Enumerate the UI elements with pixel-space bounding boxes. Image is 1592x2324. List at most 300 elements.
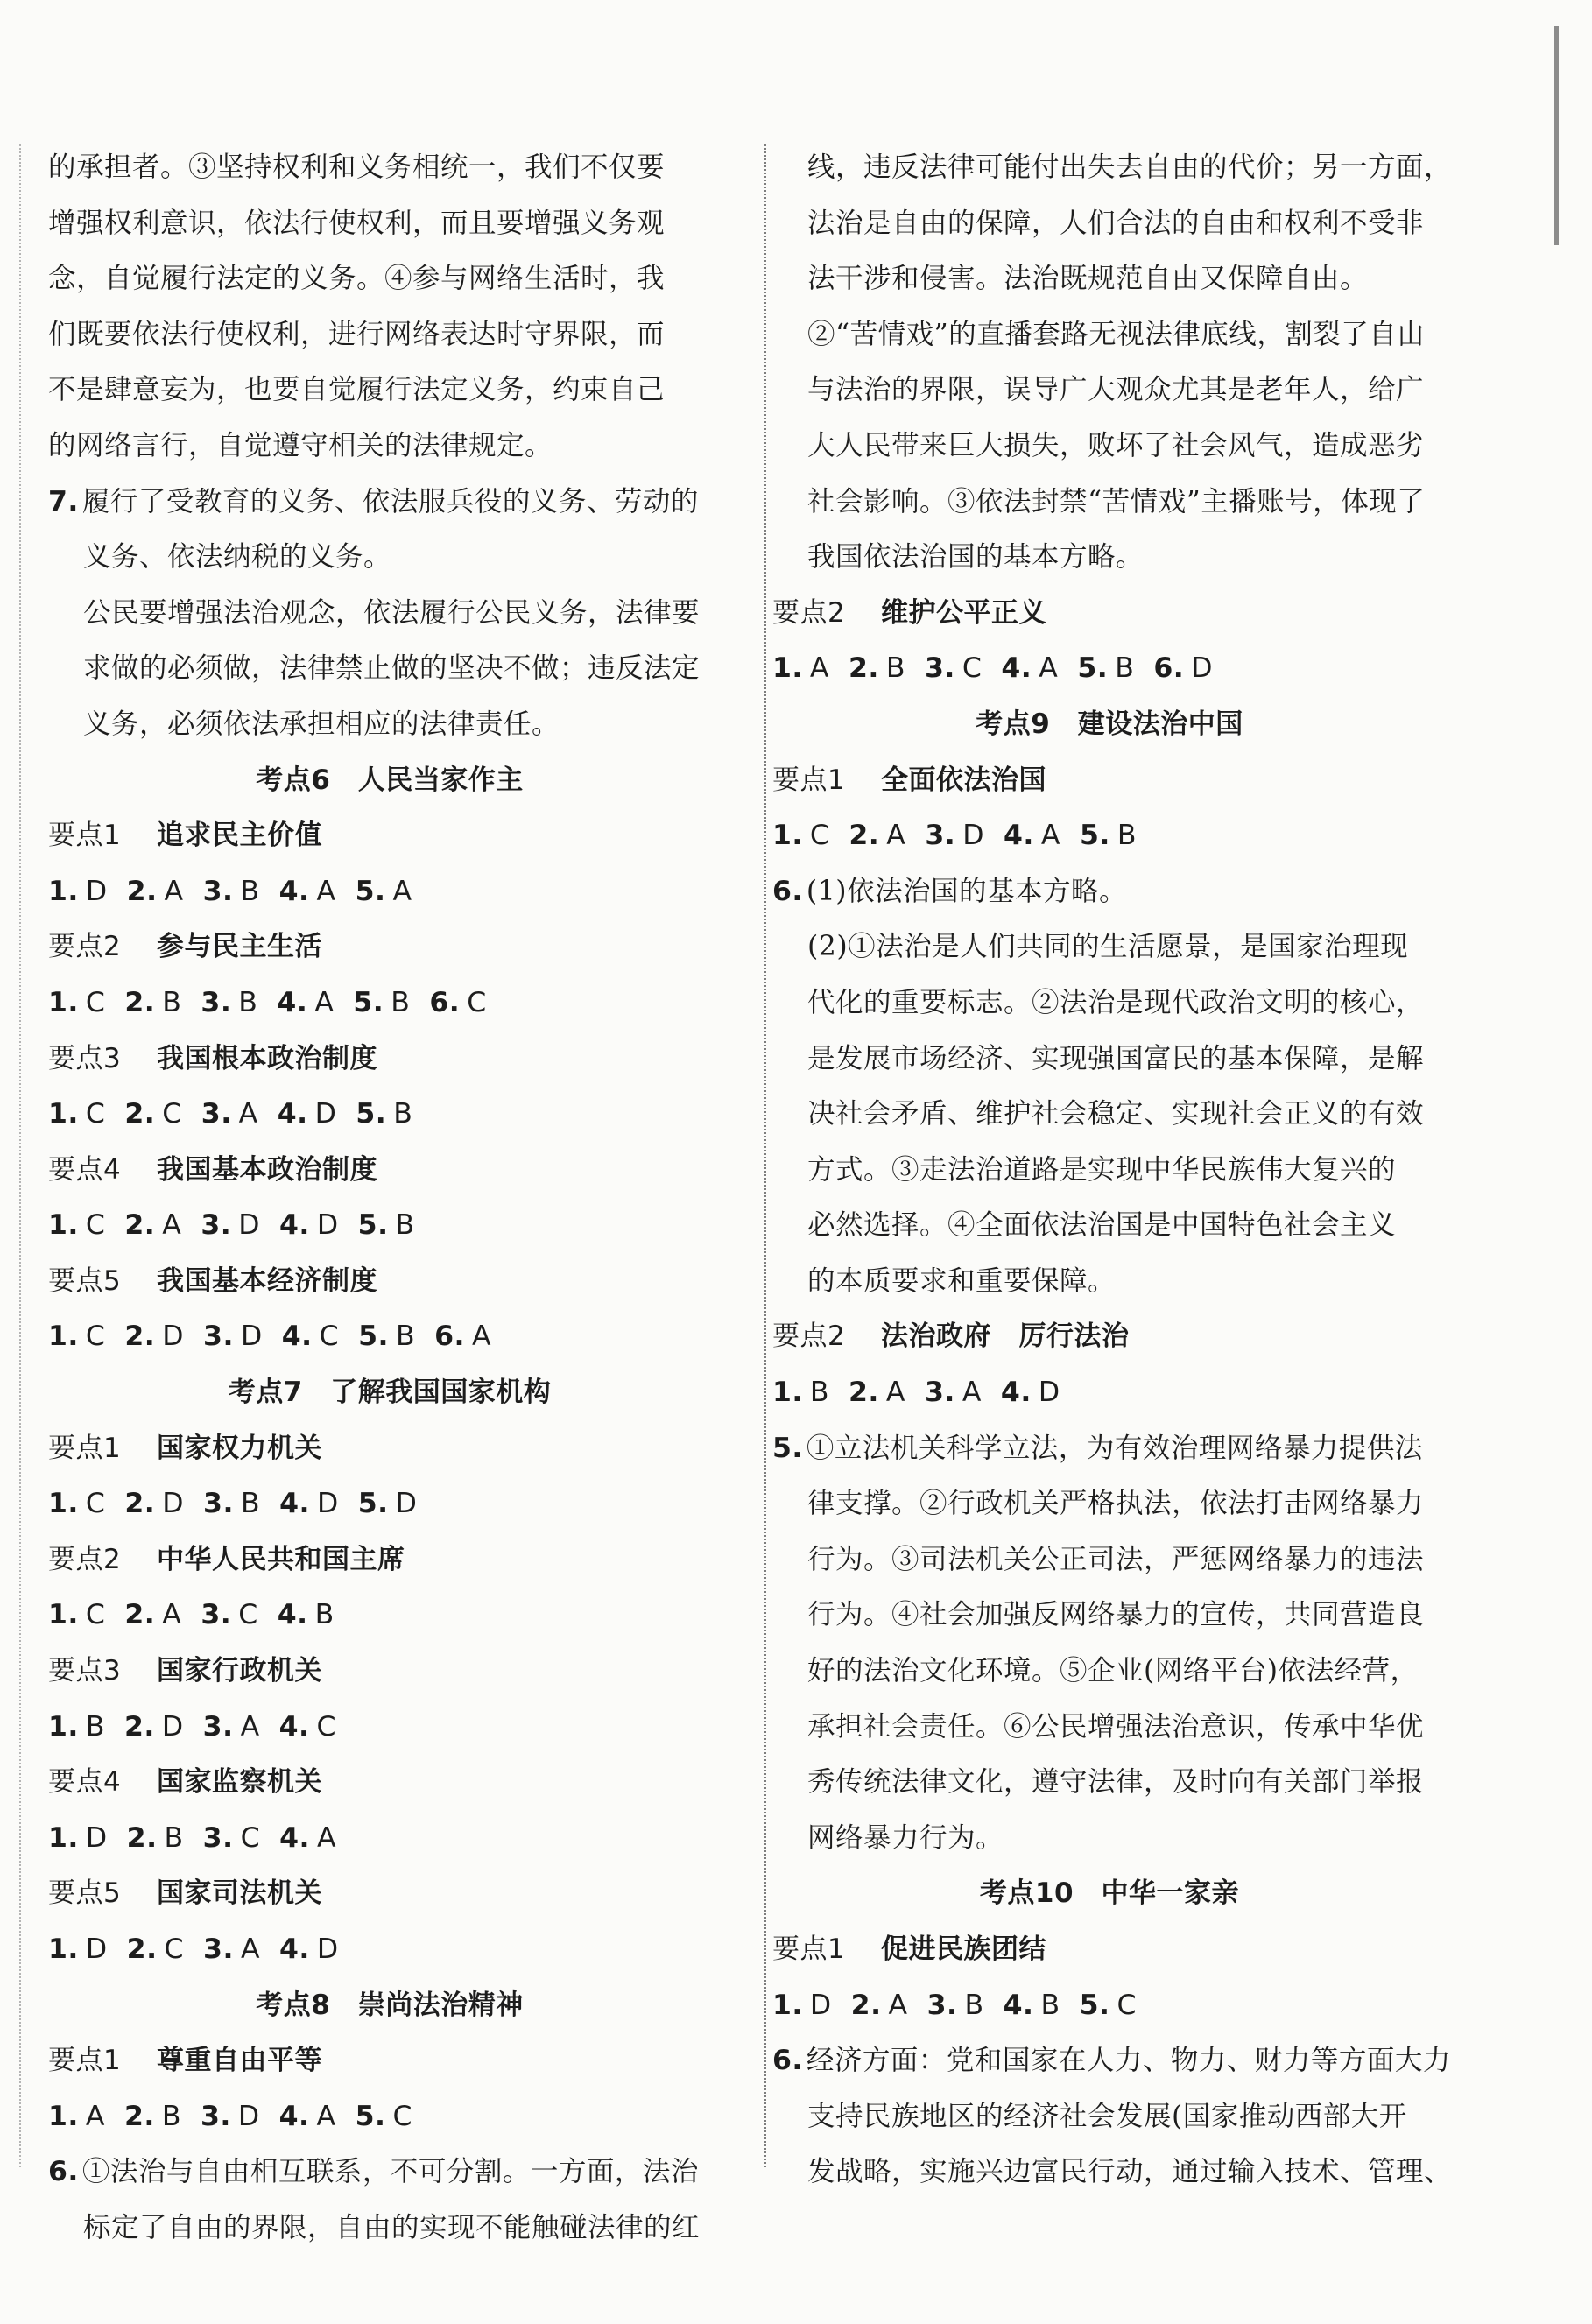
answer-choice: A bbox=[1040, 820, 1060, 852]
answer-item bbox=[1004, 808, 1060, 864]
answer-choice: B bbox=[1115, 652, 1135, 685]
key-point-label: 要点3 bbox=[48, 1042, 122, 1074]
paragraph-line: 方式。③走法治道路是实现中华民族伟大复兴的 bbox=[807, 1153, 1397, 1186]
answer-choice: C bbox=[162, 1098, 182, 1130]
key-point-name: 我国基本经济制度 bbox=[157, 1264, 377, 1297]
answer-row bbox=[48, 1700, 731, 1756]
answer-choice: A bbox=[472, 1320, 492, 1353]
paragraph-line: 法治是自由的保障，人们合法的自由和权利不受非 bbox=[807, 207, 1425, 239]
answer-choice: C bbox=[85, 1488, 106, 1520]
key-point-title bbox=[772, 1922, 1447, 1978]
answer-item bbox=[48, 1922, 108, 1978]
answer-choice: B bbox=[809, 1377, 830, 1409]
answer-number: 1. bbox=[772, 1989, 803, 2021]
answer-number: 2. bbox=[124, 1599, 156, 1631]
key-point-label: 要点2 bbox=[772, 1320, 846, 1353]
answer-item bbox=[124, 1198, 181, 1254]
paragraph-line: 发战略，实施兴边富民行动，通过输入技术、管理、 bbox=[807, 2156, 1453, 2188]
answer-choice: D bbox=[162, 1488, 185, 1520]
answer-choice: D bbox=[238, 1209, 260, 1242]
left-column bbox=[48, 140, 731, 2257]
key-point-title bbox=[48, 1532, 731, 1588]
answer-choice: B bbox=[161, 2100, 181, 2132]
answer-item bbox=[849, 1365, 905, 1421]
answer-item bbox=[48, 864, 108, 920]
answer-number: 3. bbox=[202, 1821, 234, 1854]
key-point-label: 要点2 bbox=[48, 1543, 122, 1575]
paragraph-line: 的网络言行，自觉遵守相关的法律规定。 bbox=[48, 429, 553, 461]
answer-number: 2. bbox=[124, 1488, 156, 1520]
answer-item bbox=[48, 1476, 105, 1532]
answer-number: 2. bbox=[849, 820, 880, 852]
answer-choice: D bbox=[237, 2100, 260, 2132]
answer-item bbox=[434, 1309, 491, 1365]
key-point-label: 要点1 bbox=[48, 820, 122, 852]
answer-choice: B bbox=[964, 1989, 984, 2021]
key-point-name: 中华人民共和国主席 bbox=[157, 1543, 405, 1575]
answer-number: 3. bbox=[201, 1209, 232, 1242]
key-point-label: 要点4 bbox=[48, 1766, 122, 1799]
paragraph-line: (2)①法治是人们共同的生活愿景，是国家治理现 bbox=[807, 931, 1409, 963]
answer-choice: C bbox=[316, 1710, 337, 1743]
answer-number: 5. bbox=[1079, 820, 1110, 852]
answer-number: 4. bbox=[279, 1209, 310, 1242]
answer-choice: A bbox=[85, 2100, 105, 2132]
question-number: 5. bbox=[772, 1432, 803, 1464]
answer-item bbox=[48, 1700, 105, 1756]
answer-item bbox=[1153, 641, 1213, 697]
answer-number: 2. bbox=[124, 1098, 156, 1130]
answer-choice: D bbox=[809, 1989, 832, 2021]
answer-item bbox=[48, 2089, 105, 2145]
answer-number: 3. bbox=[202, 1710, 234, 1743]
section-heading: 考点9 建设法治中国 bbox=[976, 708, 1243, 740]
answer-choice: D bbox=[1191, 652, 1213, 685]
key-point-label: 要点5 bbox=[48, 1877, 122, 1910]
key-point-label: 要点2 bbox=[48, 931, 122, 963]
paragraph-line: 行为。③司法机关公正司法，严惩网络暴力的违法 bbox=[807, 1543, 1425, 1575]
answer-choice: A bbox=[885, 1377, 905, 1409]
paragraph-line: 义务、依法纳税的义务。 bbox=[83, 541, 392, 574]
key-point-label: 要点5 bbox=[48, 1264, 122, 1297]
answer-number: 2. bbox=[126, 875, 158, 907]
answer-choice: C bbox=[85, 1599, 106, 1631]
answer-number: 3. bbox=[201, 986, 232, 1018]
answer-choice: C bbox=[809, 820, 830, 852]
answer-number: 6. bbox=[434, 1320, 465, 1353]
answer-item bbox=[278, 1087, 337, 1143]
key-point-title bbox=[772, 753, 1447, 809]
answer-choice: D bbox=[314, 1098, 337, 1130]
answer-row bbox=[772, 641, 1447, 697]
paragraph-line: 不是肆意妄为，也要自觉履行法定义务，约束自己 bbox=[48, 374, 666, 406]
answer-choice: B bbox=[162, 986, 182, 1018]
paragraph-line: 标定了自由的界限，自由的实现不能触碰法律的红 bbox=[83, 2211, 701, 2243]
answer-choice: D bbox=[1038, 1377, 1060, 1409]
paragraph-line: 承担社会责任。⑥公民增强法治意识，传承中华优 bbox=[807, 1710, 1425, 1743]
paragraph-line: 秀传统法律文化，遵守法律，及时向有关部门举报 bbox=[807, 1766, 1425, 1799]
key-point-name: 国家监察机关 bbox=[157, 1766, 322, 1799]
answer-row bbox=[48, 975, 731, 1032]
answer-number: 1. bbox=[48, 875, 79, 907]
answer-number: 2. bbox=[124, 1320, 156, 1353]
answer-choice: D bbox=[962, 820, 984, 852]
paragraph-line: 求做的必须做，法律禁止做的坚决不做；违反法定 bbox=[83, 652, 701, 685]
answer-choice: A bbox=[316, 2100, 336, 2132]
key-point-name: 维护公平正义 bbox=[881, 596, 1046, 629]
answer-number: 1. bbox=[48, 2100, 79, 2132]
key-point-title bbox=[48, 1143, 731, 1199]
answer-item bbox=[201, 2089, 260, 2145]
answer-choice: A bbox=[392, 875, 412, 907]
answer-number: 1. bbox=[48, 1933, 79, 1965]
paragraph-line: 我国依法治国的基本方略。 bbox=[807, 541, 1145, 574]
answer-number: 1. bbox=[772, 652, 803, 685]
answer-choice: A bbox=[809, 652, 829, 685]
answer-number: 5. bbox=[358, 1320, 389, 1353]
answer-number: 3. bbox=[200, 2100, 231, 2132]
answer-choice: A bbox=[314, 986, 335, 1018]
answer-item bbox=[358, 1198, 415, 1254]
answer-item bbox=[124, 1700, 184, 1756]
answer-choice: A bbox=[888, 1989, 908, 2021]
question-text: 经济方面：党和国家在人力、物力、财力等方面大力 bbox=[806, 2045, 1451, 2077]
answer-choice: A bbox=[240, 1933, 260, 1965]
answer-item bbox=[772, 641, 829, 697]
answer-number: 3. bbox=[201, 1098, 232, 1130]
answer-item bbox=[278, 1588, 335, 1644]
answer-number: 5. bbox=[355, 2100, 386, 2132]
answer-item bbox=[124, 1087, 181, 1143]
answer-number: 3. bbox=[203, 1933, 234, 1965]
answer-row bbox=[772, 808, 1447, 864]
key-point-label: 要点1 bbox=[772, 1933, 846, 1965]
answer-item bbox=[48, 1309, 105, 1365]
answer-number: 4. bbox=[277, 1098, 308, 1130]
answer-row bbox=[48, 1198, 731, 1254]
answer-number: 4. bbox=[278, 1710, 310, 1743]
answer-number: 2. bbox=[126, 1933, 158, 1965]
answer-number: 1. bbox=[48, 1098, 79, 1130]
answer-item bbox=[203, 1811, 260, 1867]
answer-choice: C bbox=[319, 1320, 340, 1353]
paragraph-line: 律支撑。②行政机关严格执法，依法打击网络暴力 bbox=[807, 1488, 1425, 1520]
answer-row bbox=[48, 1588, 731, 1644]
answer-choice: C bbox=[392, 2100, 412, 2132]
key-point-name: 促进民族团结 bbox=[881, 1933, 1046, 1965]
answer-number: 4. bbox=[1003, 1989, 1034, 2021]
paragraph-line: 好的法治文化环境。⑤企业(网络平台)依法经营， bbox=[807, 1655, 1419, 1687]
answer-row bbox=[772, 1365, 1447, 1421]
answer-number: 4. bbox=[279, 1488, 310, 1520]
answer-item bbox=[48, 1588, 105, 1644]
answer-row bbox=[772, 1978, 1447, 2034]
answer-number: 1. bbox=[48, 1599, 79, 1631]
key-point-label: 要点3 bbox=[48, 1655, 122, 1687]
paragraph-line: 增强权利意识，依法行使权利，而且要增强义务观 bbox=[48, 207, 666, 239]
answer-choice: A bbox=[886, 820, 906, 852]
answer-item bbox=[124, 1588, 181, 1644]
question-text: ①法治与自由相互联系，不可分割。一方面，法治 bbox=[81, 2156, 699, 2188]
answer-choice: C bbox=[467, 986, 487, 1018]
question-text: (1)依法治国的基本方略。 bbox=[806, 875, 1128, 907]
answer-choice: D bbox=[316, 1488, 339, 1520]
answer-item bbox=[203, 1700, 260, 1756]
answer-choice: D bbox=[316, 1933, 339, 1965]
answer-choice: C bbox=[1117, 1989, 1138, 2021]
key-point-label: 要点2 bbox=[772, 596, 846, 629]
answer-item bbox=[279, 1922, 339, 1978]
key-point-name: 尊重自由平等 bbox=[157, 2045, 322, 2077]
answer-number: 5. bbox=[357, 1209, 389, 1242]
answer-number: 2. bbox=[124, 1209, 156, 1242]
answer-item bbox=[279, 864, 336, 920]
answer-number: 1. bbox=[772, 820, 803, 852]
key-point-title bbox=[48, 1866, 731, 1922]
answer-item bbox=[358, 1476, 418, 1532]
answer-item bbox=[1004, 1978, 1060, 2034]
answer-number: 4. bbox=[1004, 820, 1034, 852]
answer-item bbox=[353, 975, 410, 1032]
answer-choice: B bbox=[314, 1599, 335, 1631]
answer-item bbox=[203, 1922, 260, 1978]
answer-item bbox=[356, 2089, 412, 2145]
right-column bbox=[772, 140, 1453, 2201]
answer-choice: C bbox=[85, 986, 106, 1018]
answer-choice: B bbox=[1040, 1989, 1060, 2021]
paragraph-line: 社会影响。③依法封禁“苦情戏”主播账号，体现了 bbox=[807, 485, 1426, 518]
answer-choice: D bbox=[240, 1320, 263, 1353]
question-line bbox=[48, 2144, 731, 2201]
answer-number: 5. bbox=[357, 1488, 389, 1520]
key-point-title bbox=[48, 1421, 731, 1477]
key-point-title bbox=[48, 919, 731, 975]
paragraph-line: 大人民带来巨大损失，败坏了社会风气，造成恶劣 bbox=[807, 429, 1425, 461]
key-point-label: 要点1 bbox=[772, 764, 846, 796]
answer-choice: B bbox=[395, 1320, 416, 1353]
answer-number: 1. bbox=[48, 1710, 79, 1743]
answer-choice: D bbox=[85, 1821, 108, 1854]
answer-choice: D bbox=[161, 1710, 184, 1743]
key-point-title bbox=[48, 1644, 731, 1700]
answer-choice: C bbox=[85, 1098, 106, 1130]
key-point-name: 法治政府 厉行法治 bbox=[881, 1320, 1130, 1353]
answer-item bbox=[203, 1309, 263, 1365]
key-point-name: 我国基本政治制度 bbox=[157, 1153, 377, 1186]
key-point-title bbox=[48, 2033, 731, 2089]
key-point-title bbox=[48, 808, 731, 864]
section-heading: 考点8 崇尚法治精神 bbox=[256, 1989, 524, 2021]
answer-number: 4. bbox=[1001, 652, 1032, 685]
key-point-name: 国家行政机关 bbox=[157, 1655, 322, 1687]
answer-row bbox=[48, 864, 731, 920]
paragraph-line: 代化的重要标志。②法治是现代政治文明的核心， bbox=[807, 986, 1425, 1018]
answer-choice: D bbox=[162, 1320, 185, 1353]
answer-number: 3. bbox=[201, 1599, 232, 1631]
answer-item bbox=[279, 1700, 336, 1756]
paragraph-line: 必然选择。④全面依法治国是中国特色社会主义 bbox=[807, 1209, 1397, 1242]
answer-number: 4. bbox=[279, 1821, 310, 1854]
answer-number: 2. bbox=[848, 652, 879, 685]
answer-choice: B bbox=[1117, 820, 1137, 852]
answer-number: 4. bbox=[278, 875, 310, 907]
answer-item bbox=[124, 2089, 181, 2145]
key-point-title bbox=[48, 1032, 731, 1088]
answer-choice: A bbox=[238, 1098, 258, 1130]
answer-item bbox=[124, 1309, 184, 1365]
answer-item bbox=[851, 1978, 908, 2034]
answer-choice: D bbox=[316, 1209, 339, 1242]
paragraph-line: 公民要增强法治观念，依法履行公民义务，法律要 bbox=[83, 596, 701, 629]
paragraph-line: ②“苦情戏”的直播套路无视法律底线，割裂了自由 bbox=[807, 318, 1426, 350]
answer-choice: D bbox=[85, 1933, 108, 1965]
answer-item bbox=[279, 1476, 339, 1532]
question-number: 7. bbox=[48, 485, 79, 518]
answer-choice: B bbox=[885, 652, 905, 685]
section-heading: 考点6 人民当家作主 bbox=[256, 764, 524, 796]
answer-number: 2. bbox=[850, 1989, 882, 2021]
answer-item bbox=[201, 1588, 257, 1644]
answer-item bbox=[1001, 641, 1058, 697]
answer-choice: A bbox=[164, 875, 184, 907]
answer-item bbox=[927, 1978, 984, 2034]
answer-choice: B bbox=[395, 1209, 415, 1242]
key-point-label: 要点1 bbox=[48, 2045, 122, 2077]
answer-number: 4. bbox=[277, 1599, 308, 1631]
answer-item bbox=[849, 808, 905, 864]
answer-number: 3. bbox=[925, 820, 956, 852]
answer-number: 4. bbox=[279, 1933, 310, 1965]
answer-number: 5. bbox=[353, 986, 384, 1018]
answer-number: 5. bbox=[1079, 1989, 1110, 2021]
answer-item bbox=[356, 864, 412, 920]
answer-choice: C bbox=[238, 1599, 258, 1631]
answer-number: 6. bbox=[429, 986, 461, 1018]
paragraph-line: 是发展市场经济、实现强国富民的基本保障，是解 bbox=[807, 1042, 1425, 1074]
section-heading: 考点10 中华一家亲 bbox=[979, 1877, 1240, 1910]
answer-number: 3. bbox=[924, 652, 955, 685]
answer-item bbox=[48, 1811, 108, 1867]
answer-item bbox=[925, 808, 984, 864]
paragraph-line: 行为。④社会加强反网络暴力的宣传，共同营造良 bbox=[807, 1599, 1425, 1631]
question-line bbox=[772, 2033, 1451, 2089]
question-line bbox=[772, 864, 1447, 920]
answer-row bbox=[48, 1087, 731, 1143]
key-point-name: 国家权力机关 bbox=[157, 1432, 322, 1464]
paragraph-line: 网络暴力行为。 bbox=[807, 1821, 1004, 1854]
answer-item bbox=[279, 1811, 336, 1867]
answer-number: 2. bbox=[123, 2100, 155, 2132]
answer-item bbox=[279, 2089, 336, 2145]
answer-item bbox=[772, 1365, 829, 1421]
answer-choice: A bbox=[162, 1209, 182, 1242]
answer-choice: B bbox=[238, 986, 258, 1018]
page-spine-mark bbox=[1554, 26, 1559, 245]
answer-number: 4. bbox=[278, 2100, 310, 2132]
answer-choice: C bbox=[240, 1821, 261, 1854]
answer-number: 3. bbox=[203, 1320, 234, 1353]
answer-choice: B bbox=[393, 1098, 413, 1130]
answer-item bbox=[1001, 1365, 1060, 1421]
answer-item bbox=[772, 808, 829, 864]
answer-item bbox=[277, 975, 334, 1032]
answer-choice: A bbox=[962, 1377, 982, 1409]
answer-number: 3. bbox=[926, 1989, 958, 2021]
column-divider bbox=[764, 144, 766, 2167]
answer-item bbox=[201, 1087, 258, 1143]
paragraph-line: 支持民族地区的经济社会发展(国家推动西部大开 bbox=[807, 2100, 1407, 2132]
question-text: 履行了受教育的义务、依法服兵役的义务、劳动的 bbox=[81, 485, 699, 518]
answer-item bbox=[201, 975, 257, 1032]
answer-choice: C bbox=[85, 1320, 106, 1353]
answer-choice: A bbox=[162, 1599, 182, 1631]
answer-row bbox=[48, 1811, 731, 1867]
answer-number: 5. bbox=[1077, 652, 1109, 685]
answer-item bbox=[925, 641, 982, 697]
paragraph-line: 线，违反法律可能付出失去自由的代价；另一方面， bbox=[807, 151, 1453, 183]
answer-item bbox=[849, 641, 905, 697]
answer-number: 6. bbox=[1153, 652, 1185, 685]
answer-number: 5. bbox=[356, 1098, 387, 1130]
answer-number: 1. bbox=[48, 1320, 79, 1353]
answer-item bbox=[356, 1087, 412, 1143]
answer-choice: B bbox=[391, 986, 411, 1018]
answer-number: 4. bbox=[277, 986, 308, 1018]
paragraph-line: 与法治的界限，误导广大观众尤其是老年人，给广 bbox=[807, 374, 1425, 406]
answer-item bbox=[127, 1922, 184, 1978]
key-point-name: 追求民主价值 bbox=[157, 820, 322, 852]
answer-item bbox=[124, 1476, 184, 1532]
answer-item bbox=[358, 1309, 415, 1365]
key-point-label: 要点4 bbox=[48, 1153, 122, 1186]
answer-choice: B bbox=[240, 1488, 261, 1520]
answer-choice: C bbox=[85, 1209, 106, 1242]
paragraph-line: 的本质要求和重要保障。 bbox=[807, 1264, 1117, 1297]
answer-item bbox=[203, 1476, 260, 1532]
answer-choice: A bbox=[316, 1821, 337, 1854]
answer-choice: B bbox=[164, 1821, 184, 1854]
key-point-name: 国家司法机关 bbox=[157, 1877, 322, 1910]
answer-choice: B bbox=[85, 1710, 106, 1743]
answer-choice: D bbox=[85, 875, 108, 907]
answer-number: 1. bbox=[48, 1209, 79, 1242]
answer-number: 3. bbox=[202, 875, 234, 907]
answer-choice: A bbox=[1039, 652, 1059, 685]
answer-number: 1. bbox=[48, 986, 79, 1018]
answer-choice: D bbox=[395, 1488, 418, 1520]
paragraph-line: 法干涉和侵害。法治既规范自由又保障自由。 bbox=[807, 263, 1369, 295]
answer-item bbox=[127, 864, 184, 920]
key-point-title bbox=[772, 586, 1447, 642]
answer-number: 5. bbox=[355, 875, 386, 907]
answer-number: 1. bbox=[48, 1821, 79, 1854]
answer-item bbox=[1080, 808, 1137, 864]
question-text: ①立法机关科学立法，为有效治理网络暴力提供法 bbox=[806, 1432, 1423, 1464]
key-point-name: 全面依法治国 bbox=[881, 764, 1046, 796]
key-point-title bbox=[48, 1755, 731, 1811]
key-point-title bbox=[48, 1254, 731, 1310]
answer-row bbox=[48, 2089, 731, 2145]
answer-item bbox=[48, 975, 105, 1032]
key-point-label: 要点1 bbox=[48, 1432, 122, 1464]
answer-item bbox=[279, 1198, 339, 1254]
answer-item bbox=[124, 975, 181, 1032]
answer-number: 2. bbox=[849, 1377, 879, 1409]
question-number: 6. bbox=[772, 2045, 803, 2077]
answer-number: 4. bbox=[281, 1320, 313, 1353]
answer-item bbox=[201, 1198, 260, 1254]
answer-item bbox=[203, 864, 260, 920]
